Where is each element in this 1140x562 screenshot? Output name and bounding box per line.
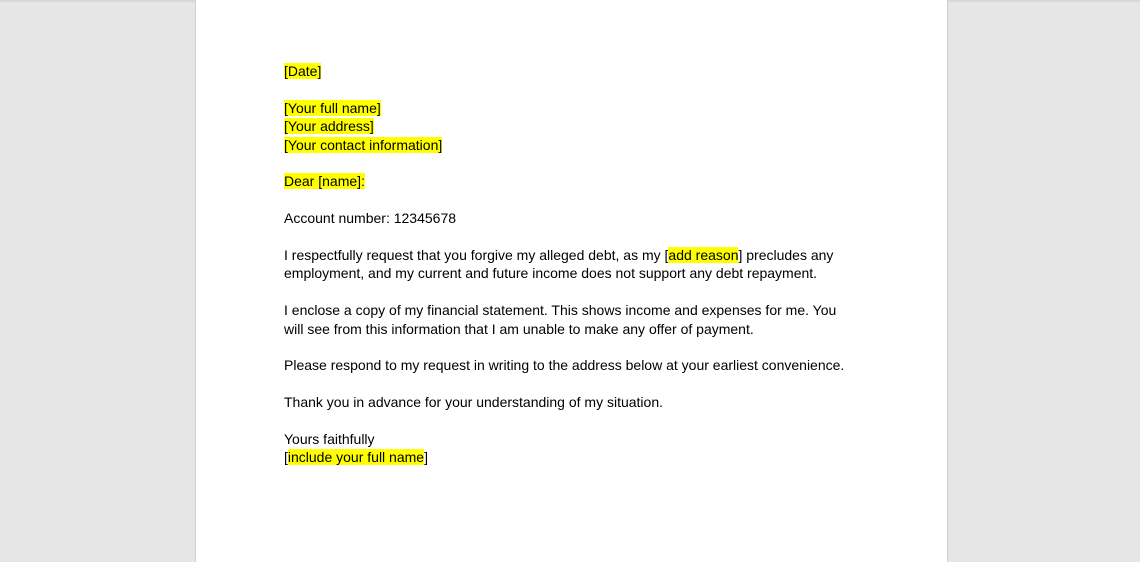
account-label: Account number: <box>284 210 390 227</box>
salutation: Dear [name]: <box>284 173 365 190</box>
paragraph-debt-request <box>284 246 854 283</box>
document-page <box>195 0 948 562</box>
sender-block <box>284 99 854 154</box>
account-number: 12345678 <box>393 210 457 227</box>
sender-contact-placeholder: [Your contact information] <box>284 136 443 153</box>
date-placeholder: [Date] <box>284 63 322 79</box>
date-line <box>284 62 854 80</box>
letter-body[interactable] <box>284 62 854 485</box>
signature-before: [ <box>284 449 288 466</box>
account-line <box>284 209 854 227</box>
paragraph-respond-request: Please respond to my request in writing to the address below at your earliest convenience. <box>284 357 845 374</box>
signature-after: ] <box>424 449 428 466</box>
closing-block <box>284 430 854 467</box>
paragraph1-after: ] precludes any employment, and my current and future income does not support any debt repayment. <box>284 247 834 282</box>
reason-placeholder: add reason <box>668 247 739 263</box>
sender-name-placeholder: [Your full name] <box>284 99 381 116</box>
paragraph-financial-statement: I enclose a copy of my financial statement. This shows income and expenses for me. You will see from this information that I am unable to make any offer of payment. <box>284 302 837 337</box>
sender-address-placeholder: [Your address] <box>284 118 374 135</box>
salutation-line <box>284 172 854 190</box>
closing: Yours faithfully <box>284 431 375 447</box>
paragraph-thanks: Thank you in advance for your understanding of my situation. <box>284 394 663 411</box>
signature-placeholder: include your full name <box>287 449 425 466</box>
paragraph1-before: I respectfully request that you forgive my alleged debt, as my [ <box>284 247 669 263</box>
